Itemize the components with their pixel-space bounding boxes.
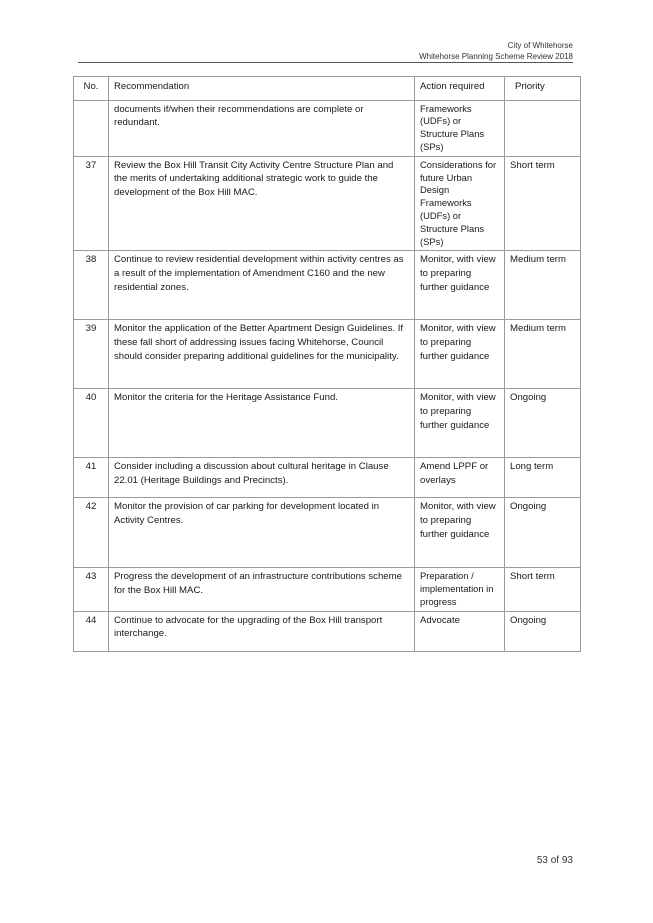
row-action: Monitor, with view to preparing further guidance: [415, 251, 505, 320]
row-recommendation: Monitor the provision of car parking for development located in Activity Centres.: [109, 498, 415, 568]
table-row: [74, 611, 581, 651]
row-action: Monitor, with view to preparing further guidance: [415, 498, 505, 568]
row-number: 39: [74, 320, 109, 389]
table-row: [74, 251, 581, 320]
row-recommendation: documents if/when their recommendations are complete or redundant.: [109, 100, 415, 156]
table-row: [74, 156, 581, 251]
row-recommendation: Continue to advocate for the upgrading of the Box Hill transport interchange.: [109, 611, 415, 651]
row-recommendation: Monitor the criteria for the Heritage Assistance Fund.: [109, 389, 415, 458]
table-row: [74, 498, 581, 568]
table-row: [74, 458, 581, 498]
row-number: 40: [74, 389, 109, 458]
column-header-no: No.: [74, 77, 109, 101]
table-row: [74, 389, 581, 458]
header-divider: [78, 62, 573, 63]
column-header-priority: Priority: [505, 77, 581, 101]
row-recommendation: Review the Box Hill Transit City Activity Centre Structure Plan and the merits of undertaking additional strategic work to guide the development of the Box Hill MAC.: [109, 156, 415, 251]
table-header-row: [74, 77, 581, 101]
row-number: [74, 100, 109, 156]
header-organisation: City of Whitehorse: [507, 41, 573, 50]
row-number: 44: [74, 611, 109, 651]
row-priority: Medium term: [505, 320, 581, 389]
table-row: [74, 100, 581, 156]
row-number: 37: [74, 156, 109, 251]
column-header-action: Action required: [415, 77, 505, 101]
row-priority: Ongoing: [505, 611, 581, 651]
recommendations-table: [73, 76, 581, 652]
table-row: [74, 568, 581, 611]
row-number: 42: [74, 498, 109, 568]
table-row: [74, 320, 581, 389]
row-recommendation: Continue to review residential development within activity centres as a result of the implementation of Amendment C160 and the new residential zones.: [109, 251, 415, 320]
row-number: 41: [74, 458, 109, 498]
row-action: Monitor, with view to preparing further guidance: [415, 320, 505, 389]
row-action: Frameworks (UDFs) or Structure Plans (SPs): [415, 100, 505, 156]
row-action: Preparation / implementation in progress: [415, 568, 505, 611]
row-recommendation: Consider including a discussion about cultural heritage in Clause 22.01 (Heritage Buildings and Precincts).: [109, 458, 415, 498]
row-priority: [505, 100, 581, 156]
header-document-title: Whitehorse Planning Scheme Review 2018: [419, 52, 573, 61]
page-number: 53 of 93: [536, 855, 573, 866]
row-number: 43: [74, 568, 109, 611]
row-priority: Long term: [505, 458, 581, 498]
page-header: [419, 40, 573, 62]
column-header-recommendation: Recommendation: [109, 77, 415, 101]
row-number: 38: [74, 251, 109, 320]
row-recommendation: Progress the development of an infrastructure contributions scheme for the Box Hill MAC.: [109, 568, 415, 611]
row-action: Amend LPPF or overlays: [415, 458, 505, 498]
row-action: Considerations for future Urban Design Frameworks (UDFs) or Structure Plans (SPs): [415, 156, 505, 251]
row-priority: Medium term: [505, 251, 581, 320]
row-priority: Short term: [505, 568, 581, 611]
row-priority: Short term: [505, 156, 581, 251]
row-action: Advocate: [415, 611, 505, 651]
row-priority: Ongoing: [505, 389, 581, 458]
row-recommendation: Monitor the application of the Better Apartment Design Guidelines. If these fall short of addressing issues facing Whitehorse, Council should consider preparing additional guidelines for the municipality.: [109, 320, 415, 389]
row-action: Monitor, with view to preparing further guidance: [415, 389, 505, 458]
row-priority: Ongoing: [505, 498, 581, 568]
